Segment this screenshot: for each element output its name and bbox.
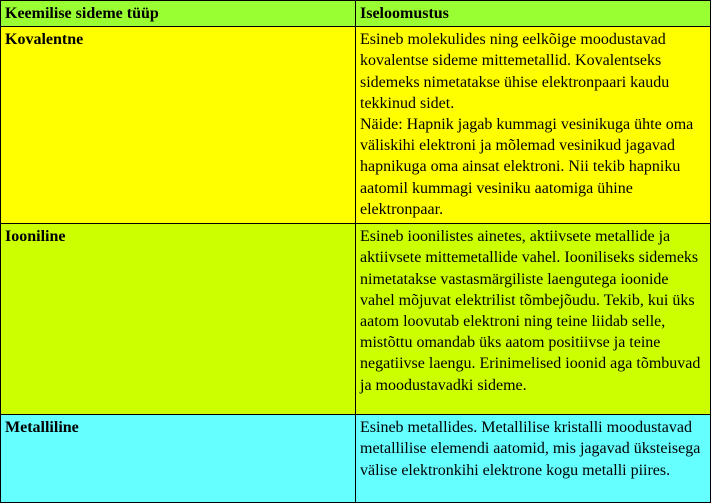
description-cell <box>356 27 711 224</box>
bond-type-label: Metalliline <box>5 419 79 437</box>
header-description: Iseloomustus <box>356 1 711 27</box>
table-row-iooniline <box>1 224 711 415</box>
description-cell <box>356 224 711 415</box>
bond-description: Esineb metallides. Metallilise kristalli moodustavad metallilise elemendi aatomid, mis jagavad üksteisega välise elektronkihi elektrone kogu metalli piires. <box>360 419 701 479</box>
table-row-metalliline <box>1 415 711 503</box>
bond-description: Esineb ioonilistes ainetes, aktiivsete metallide ja aktiivsete mittemetallide vahel. Iooniliseks sidemeks nimetatakse vastasmärgiliste laengutega ioonide vahel mõjuvat elektrilist tõmbejõudu. Tekib, kui üks aatom loovutab elektroni ning teine liidab selle, mistõttu omandab üks aatom positiivse ja teine negatiivse laengu. Erinimelised ioonid aga tõmbuvad ja moodustavadki sideme. <box>360 228 701 394</box>
description-cell <box>356 415 711 503</box>
table-row-kovalentne <box>1 27 711 224</box>
bond-type-cell <box>1 27 356 224</box>
bond-example: Näide: Hapnik jagab kummagi vesinikuga ühte oma väliskihi elektroni ja mõlemad vesinikud jagavad hapnikuga oma ainsat elektroni. Nii tekib hapniku aatomil kummagi vesiniku aatomiga ühine elektronpaar. <box>360 116 694 218</box>
bond-type-label: Kovalentne <box>5 31 84 49</box>
table-header-row <box>1 1 711 27</box>
bond-type-cell <box>1 415 356 503</box>
bond-type-label: Iooniline <box>5 228 66 246</box>
header-bond-type: Keemilise sideme tüüp <box>1 1 356 27</box>
bond-description: Esineb molekulides ning eelkõige moodustavad kovalentse sideme mittemetallid. Kovalentseks sidemeks nimetatakse ühise elektronpaari kaudu tekkinud sidet. <box>360 31 670 112</box>
bond-type-cell <box>1 224 356 415</box>
